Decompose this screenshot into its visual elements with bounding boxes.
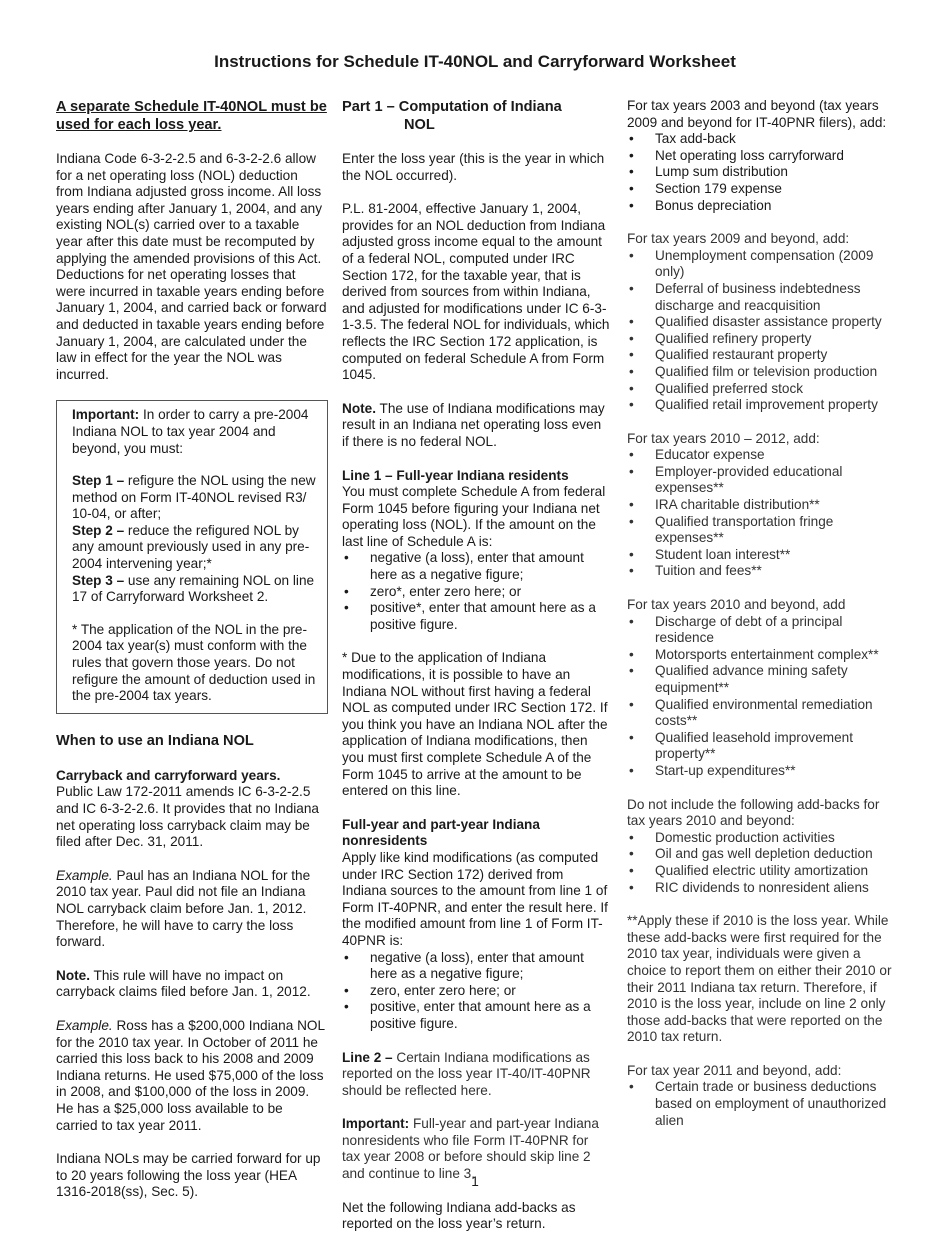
list-item: • Educator expense [627, 447, 899, 464]
carryforward-paragraph: Indiana NOLs may be carried forward for up to 20 years following the loss year (HEA 1316-2018(ss), Sec. 5). [56, 1151, 321, 1200]
list-item: • Certain trade or business deductions based on employment of unauthorized alien [627, 1079, 899, 1129]
list-item: • Net operating loss carryforward [627, 148, 899, 165]
list-item: • Deferral of business indebtedness discharge and reacquisition [627, 281, 899, 314]
example-2-text: Ross has a $200,000 Indiana NOL for the 2010 tax year. In October of 2011 he carried this loss back to his 2008 and 2009 Indiana returns. He used $75,000 of the loss in 2008, and $100,000 of the loss in 2009. He has a $25,000 loss available to be carried to tax year 2011. [56, 1017, 325, 1133]
column-middle [342, 98, 610, 1250]
note-label: Note. [342, 400, 376, 416]
y2003-bullets [627, 131, 899, 214]
nonresidents-heading: Full-year and part-year Indiana nonresidents [342, 816, 540, 849]
step-2-text: reduce the refigured NOL by any amount previously used in any pre-2004 intervening year;* [72, 522, 310, 572]
list-item: • Oil and gas well depletion deduction [627, 846, 899, 863]
list-item: • Tuition and fees** [627, 563, 899, 580]
list-item: • RIC dividends to nonresident aliens [627, 880, 899, 897]
example-1-label: Example. [56, 867, 113, 883]
list-item: • Qualified transportation fringe expenses** [627, 514, 899, 547]
important-text: In order to carry a pre-2004 Indiana NOL to tax year 2004 and beyond, you must: [72, 407, 309, 456]
list-item: • Qualified refinery property [627, 331, 899, 348]
nonresidents-text: Apply like kind modifications (as computed under IRC Section 172) derived from Indiana sources to the amount from line 1 of Form IT-40PNR, and enter the result here. If the modified amount from line 1 of Form IT-40PNR is: [342, 849, 608, 948]
list-item: • Unemployment compensation (2009 only) [627, 248, 899, 281]
list-item: • Qualified film or television production [627, 364, 899, 381]
important-label: Important: [342, 1116, 410, 1132]
list-item: • Motorsports entertainment complex** [627, 647, 899, 664]
separate-schedule-heading: A separate Schedule IT-40NOL must be used for each loss year. [56, 99, 327, 133]
list-item: • negative (a loss), enter that amount here as a negative figure; [342, 950, 610, 983]
exclude-bullets [627, 830, 899, 896]
steps-list [72, 473, 319, 606]
list-item: • zero, enter zero here; or [342, 983, 610, 1000]
line-1-bullets [342, 550, 610, 633]
carry-paragraph [56, 768, 328, 851]
page-number: 1 [471, 1174, 479, 1189]
list-item: • Tax add-back [627, 131, 899, 148]
line-1-heading: Line 1 – Full-year Indiana residents [342, 467, 569, 483]
example-2 [56, 1018, 328, 1134]
important-label: Important: [72, 407, 140, 423]
note-modifications [342, 401, 610, 451]
list-item: • Qualified electric utility amortization [627, 863, 899, 880]
step-3-text: use any remaining NOL on line 17 of Carryforward Worksheet 2. [72, 572, 315, 605]
nonresidents-bullets [342, 950, 610, 1033]
important-note [72, 407, 319, 457]
column-right [627, 98, 899, 1146]
list-item: • Bonus depreciation [627, 198, 899, 215]
list-item: • zero*, enter zero here; or [342, 584, 610, 601]
carry-text: Public Law 172-2011 amends IC 6-3-2-2.5 and IC 6-3-2-2.6. It provides that no Indiana net operating loss carryback claim may be filed after Dec. 31, 2011. [56, 784, 319, 850]
y2010-2012-bullets [627, 447, 899, 580]
list-item: • Qualified disaster assistance property [627, 314, 899, 331]
note-text: The use of Indiana modifications may result in an Indiana net operating loss even if there is no federal NOL. [342, 400, 605, 449]
due-paragraph: * Due to the application of Indiana modifications, it is possible to have an Indiana NOL without first having a federal NOL as computed under IRC Section 172. If you think you have an Indiana NOL after the application of Indiana modifications, then you must first complete Schedule A of the Form 1045 to arrive at the amount to be entered on this line. [342, 650, 608, 799]
when-to-use-heading: When to use an Indiana NOL [56, 732, 254, 749]
line-2-paragraph [342, 1050, 610, 1100]
step-3 [72, 573, 319, 606]
list-item: • Qualified leasehold improvement property** [627, 730, 899, 763]
list-item: • Employer-provided educational expenses** [627, 464, 899, 497]
carry-label: Carryback and carryforward years. [56, 767, 281, 783]
pl-paragraph: P.L. 81-2004, effective January 1, 2004, provides for an NOL deduction from Indiana adjusted gross income equal to the amount of a federal NOL, computed under IRC Section 172, for the taxable year, that is derived from sources from within Indiana, and adjusted for modifications under IC 6-3-1-3.5. The federal NOL for individuals, which reflects the IRC Section 172 application, is computed on federal Schedule A from Form 1045. [342, 201, 610, 383]
y2010-bullets [627, 614, 899, 780]
list-item: • positive, enter that amount here as a positive figure. [342, 999, 610, 1032]
y2010-intro: For tax years 2010 and beyond, add [627, 597, 846, 613]
list-item: • Qualified advance mining safety equipment** [627, 663, 899, 696]
example-1-text: Paul has an Indiana NOL for the 2010 tax year. Paul did not file an Indiana NOL carryback claim before Jan. 1, 2012. Therefore, he will have to carry the loss forward. [56, 867, 311, 950]
step-1-text: refigure the NOL using the new method on Form IT-40NOL revised R3/ 10-04, or after; [72, 473, 316, 522]
column-left [56, 98, 328, 1218]
note-label: Note. [56, 967, 90, 983]
note-paragraph [56, 968, 328, 1001]
important-text: Full-year and part-year Indiana nonresidents who file Form IT-40PNR for tax year 2008 or before should skip line 2 and continue to line 3. [342, 1116, 599, 1182]
part-1-heading [342, 98, 610, 134]
y2009-bullets [627, 248, 899, 414]
page-title: Instructions for Schedule IT-40NOL and Carryforward Worksheet [214, 52, 736, 71]
y2011-intro: For tax year 2011 and beyond, add: [627, 1062, 842, 1078]
net-addbacks-paragraph: Net the following Indiana add-backs as reported on the loss year’s return. [342, 1199, 576, 1232]
example-2-label: Example. [56, 1017, 113, 1033]
list-item: • Qualified environmental remediation costs** [627, 697, 899, 730]
y2011-bullets [627, 1079, 899, 1129]
box-footnote: * The application of the NOL in the pre-2004 tax year(s) must conform with the rules that govern those years. Do not refigure the amount of deduction used in the pre-2004 tax years. [72, 621, 316, 704]
enter-loss-year: Enter the loss year (this is the year in which the NOL occurred). [342, 151, 605, 183]
line-2-text: Certain Indiana modifications as reported on the loss year IT-40/IT-40PNR should be reflected here. [342, 1049, 591, 1098]
list-item: • Start-up expenditures** [627, 763, 899, 780]
list-item: • Qualified retail improvement property [627, 397, 899, 414]
step-1-label: Step 1 – [72, 473, 125, 489]
note-text: This rule will have no impact on carryback claims filed before Jan. 1, 2012. [56, 967, 311, 1000]
y2009-intro: For tax years 2009 and beyond, add: [627, 231, 850, 247]
list-item: • positive*, enter that amount here as a positive figure. [342, 600, 610, 633]
list-item: • IRA charitable distribution** [627, 497, 899, 514]
list-item: • Section 179 expense [627, 181, 899, 198]
step-2-label: Step 2 – [72, 522, 125, 538]
part-1-heading-line-2: NOL [404, 117, 435, 133]
list-item: • negative (a loss), enter that amount here as a negative figure; [342, 550, 610, 583]
list-item: • Student loan interest** [627, 547, 899, 564]
part-1-heading-line-1: Part 1 – Computation of Indiana [342, 99, 562, 115]
list-item: • Discharge of debt of a principal residence [627, 614, 899, 647]
y2010-2012-intro: For tax years 2010 – 2012, add: [627, 430, 820, 446]
example-1 [56, 868, 328, 951]
y2003-intro: For tax years 2003 and beyond (tax years 2009 and beyond for IT-40PNR filers), add: [627, 98, 887, 130]
important-paragraph [342, 1116, 610, 1182]
list-item: • Qualified restaurant property [627, 347, 899, 364]
line-1-text: You must complete Schedule A from federal Form 1045 before figuring your Indiana net operating loss (NOL). If the amount on the last line of Schedule A is: [342, 484, 606, 549]
step-1 [72, 473, 319, 523]
list-item: • Qualified preferred stock [627, 381, 899, 398]
list-item: • Lump sum distribution [627, 164, 899, 181]
intro-paragraph: Indiana Code 6-3-2-2.5 and 6-3-2-2.6 allow for a net operating loss (NOL) deduction from Indiana adjusted gross income. All loss years ending after January 1, 2004, and any existing NOL(s) carried over to a taxable year after this date must be recomputed by applying the amended provisions of this Act. Deductions for net operating losses that were incurred in taxable years ending before January 1, 2004, and carried back or forward and deducted in taxable years ending before January 1, 2004, are calculated under the law in effect for the year the NOL was incurred. [56, 151, 327, 382]
important-box [56, 400, 328, 714]
list-item: • Domestic production activities [627, 830, 899, 847]
apply-paragraph: **Apply these if 2010 is the loss year. While these add-backs were first required for the 2010 tax year, individuals were given a choice to report them on either their 2010 or their 2011 Indiana tax return. Therefore, if 2010 is the loss year, include on line 2 only those add-backs that were reported on the 2010 tax return. [627, 913, 892, 1045]
step-2 [72, 523, 319, 573]
step-3-label: Step 3 – [72, 572, 125, 588]
exclude-intro: Do not include the following add-backs for tax years 2010 and beyond: [627, 796, 880, 829]
line-2-label: Line 2 – [342, 1049, 393, 1065]
